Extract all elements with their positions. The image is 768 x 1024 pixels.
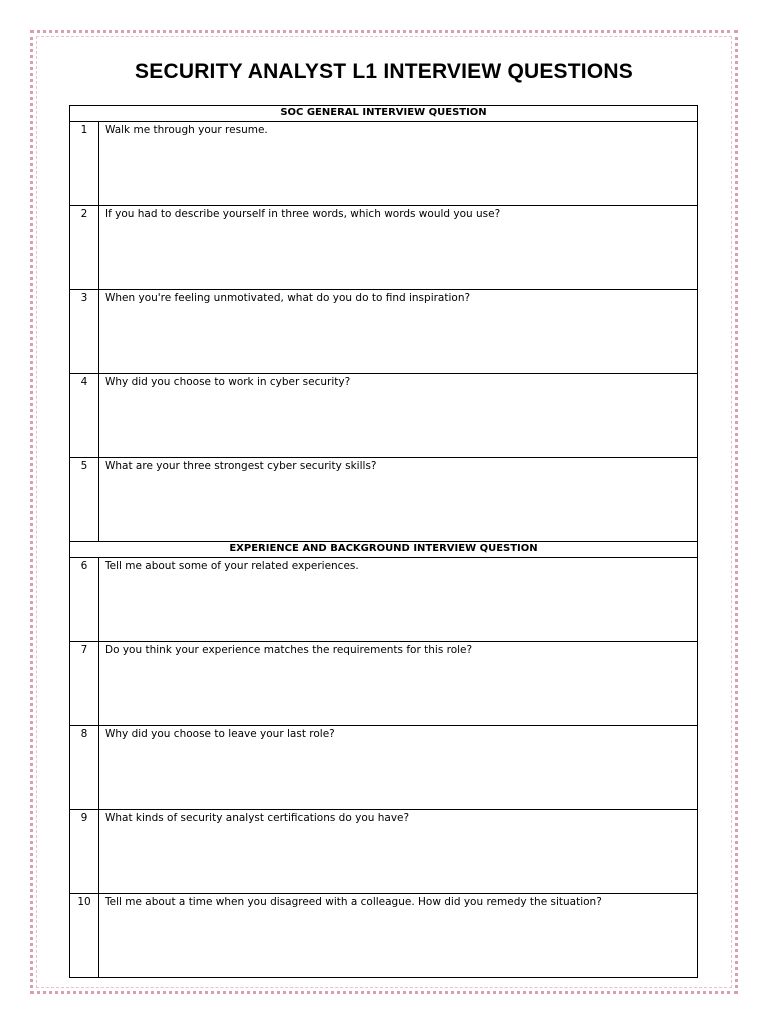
section-heading: SOC GENERAL INTERVIEW QUESTION (70, 106, 698, 122)
question-text: When you're feeling unmotivated, what do you do to find inspiration? (99, 290, 698, 374)
question-row (70, 726, 698, 810)
question-number: 8 (70, 726, 99, 810)
document-title: SECURITY ANALYST L1 INTERVIEW QUESTIONS (135, 60, 633, 83)
question-number: 10 (70, 894, 99, 978)
question-text: Tell me about some of your related experiences. (99, 558, 698, 642)
question-number: 9 (70, 810, 99, 894)
question-row (70, 206, 698, 290)
section-heading: EXPERIENCE AND BACKGROUND INTERVIEW QUESTION (70, 542, 698, 558)
question-row (70, 290, 698, 374)
section-header-row (70, 542, 698, 558)
question-number: 3 (70, 290, 99, 374)
questions-table (69, 105, 698, 978)
question-text: What are your three strongest cyber security skills? (99, 458, 698, 542)
question-text: Why did you choose to work in cyber security? (99, 374, 698, 458)
question-number: 6 (70, 558, 99, 642)
question-row (70, 558, 698, 642)
question-text: If you had to describe yourself in three words, which words would you use? (99, 206, 698, 290)
question-number: 4 (70, 374, 99, 458)
question-row (70, 810, 698, 894)
question-number: 7 (70, 642, 99, 726)
question-number: 1 (70, 122, 99, 206)
question-text: Why did you choose to leave your last role? (99, 726, 698, 810)
question-row (70, 374, 698, 458)
question-number: 2 (70, 206, 99, 290)
question-number: 5 (70, 458, 99, 542)
question-row (70, 122, 698, 206)
question-text: What kinds of security analyst certifications do you have? (99, 810, 698, 894)
question-row (70, 894, 698, 978)
question-text: Tell me about a time when you disagreed with a colleague. How did you remedy the situation? (99, 894, 698, 978)
question-text: Do you think your experience matches the requirements for this role? (99, 642, 698, 726)
question-row (70, 458, 698, 542)
question-text: Walk me through your resume. (99, 122, 698, 206)
section-header-row (70, 106, 698, 122)
question-row (70, 642, 698, 726)
